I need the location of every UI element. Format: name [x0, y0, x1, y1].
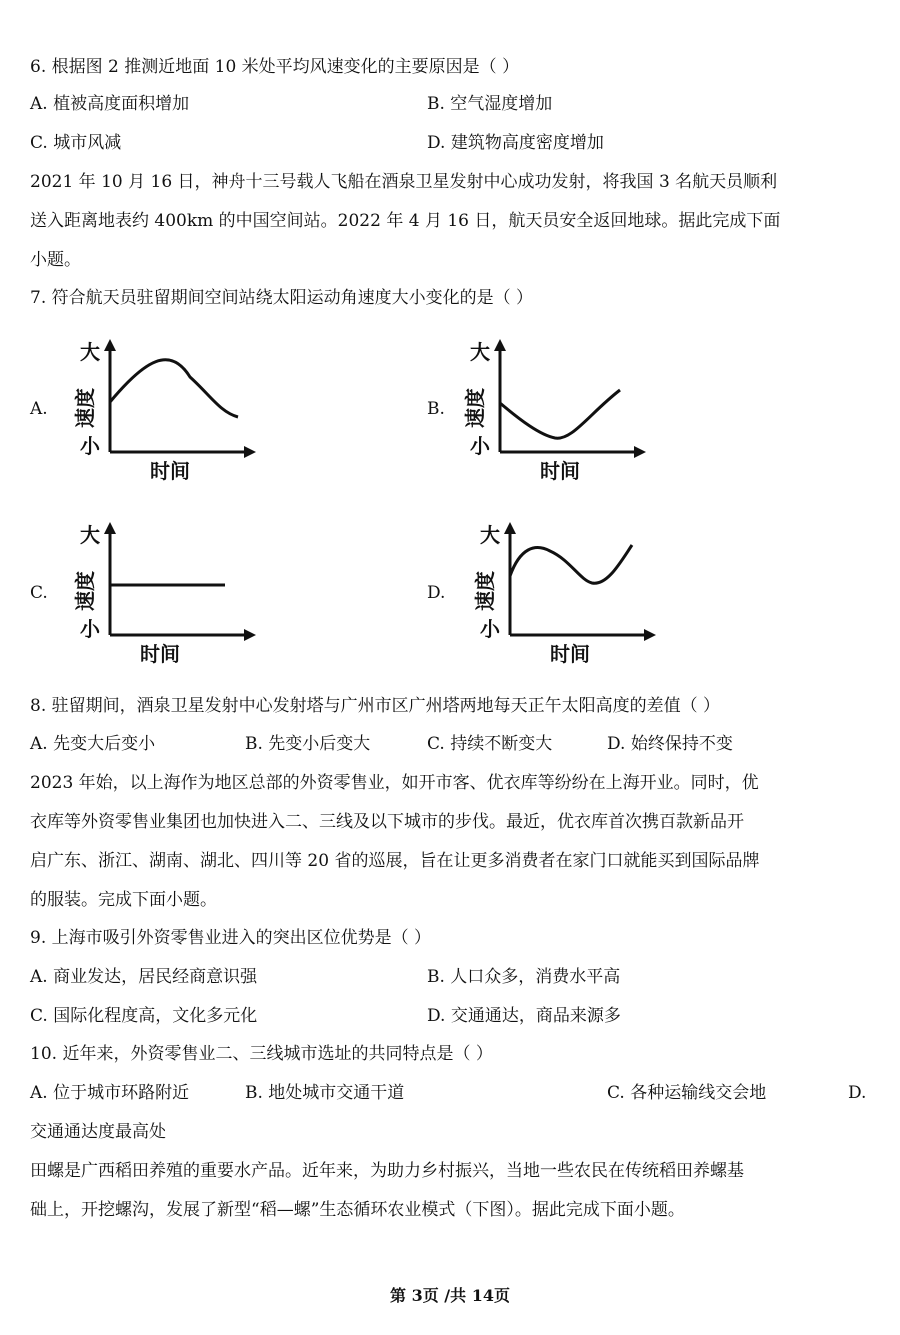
q7-option-a-label: A. — [30, 399, 48, 419]
graph-b-small-label: 小 — [470, 434, 490, 458]
passage3-line-1: 田螺是广西稻田养殖的重要水产品。近年来，为助力乡村振兴，当地一些农民在传统稻田养螺基 — [30, 1161, 744, 1181]
graph-a-small-label: 小 — [80, 434, 100, 458]
q7-option-c-label: C. — [30, 583, 48, 603]
passage1-line-1: 2021 年 10 月 16 日，神舟十三号载人飞船在酒泉卫星发射中心成功发射，将我国 3 名航天员顺利 — [30, 172, 778, 192]
passage3-line-2: 础上，开挖螺沟，发展了新型“稻—螺”生态循环农业模式（下图）。据此完成下面小题。 — [30, 1200, 685, 1220]
q8-option-a: A. 先变大后变小 — [30, 734, 156, 754]
q8-option-d: D. 始终保持不变 — [607, 734, 733, 754]
graph-a-x-axis-label: 时间 — [150, 459, 190, 483]
graph-a-big-label: 大 — [80, 340, 100, 364]
graph-b-y-axis-label: 速度 — [463, 388, 487, 428]
q6-option-b: B. 空气湿度增加 — [427, 94, 553, 114]
q10-option-d-letter: D. — [848, 1083, 867, 1103]
q9-option-d: D. 交通通达，商品来源多 — [427, 1006, 621, 1026]
graph-c-small-label: 小 — [80, 617, 100, 641]
graph-c-x-axis-label: 时间 — [140, 642, 180, 666]
graph-b-x-axis-label: 时间 — [540, 459, 580, 483]
passage2-line-3: 启广东、浙江、湖南、湖北、四川等 20 省的巡展，旨在让更多消费者在家门口就能买到国际品牌 — [30, 851, 760, 871]
q8-option-b: B. 先变小后变大 — [245, 734, 371, 754]
page-footer: 第 3页 /共 14页 — [390, 1286, 510, 1305]
q8-option-c: C. 持续不断变大 — [427, 734, 553, 754]
q10-stem: 10. 近年来，外资零售业二、三线城市选址的共同特点是（ ） — [30, 1044, 493, 1064]
q10-option-b: B. 地处城市交通干道 — [245, 1083, 405, 1103]
q6-option-a: A. 植被高度面积增加 — [30, 94, 190, 114]
q10-option-d-text: 交通通达度最高处 — [30, 1122, 166, 1142]
q9-option-c: C. 国际化程度高，文化多元化 — [30, 1006, 258, 1026]
q7-option-b-label: B. — [427, 399, 445, 419]
graph-a-y-axis-label: 速度 — [73, 388, 97, 428]
q7-graph-c — [70, 518, 260, 668]
passage2-line-2: 衣库等外资零售业集团也加快进入二、三线及以下城市的步伐。最近，优衣库首次携百款新品开 — [30, 812, 744, 832]
passage2-line-4: 的服装。完成下面小题。 — [30, 890, 217, 910]
graph-b-big-label: 大 — [470, 340, 490, 364]
q7-option-d-label: D. — [427, 583, 446, 603]
passage2-line-1: 2023 年始，以上海作为地区总部的外资零售业，如开市客、优衣库等纷纷在上海开业。同时，优 — [30, 773, 759, 793]
q9-option-a: A. 商业发达，居民经商意识强 — [30, 967, 258, 987]
graph-d-small-label: 小 — [480, 617, 500, 641]
graph-d-y-axis-label: 速度 — [473, 571, 497, 611]
graph-d-big-label: 大 — [480, 523, 500, 547]
q9-stem: 9. 上海市吸引外资零售业进入的突出区位优势是（ ） — [30, 928, 432, 948]
graph-d-x-axis-label: 时间 — [550, 642, 590, 666]
q9-option-b: B. 人口众多，消费水平高 — [427, 967, 621, 987]
q6-option-d: D. 建筑物高度密度增加 — [427, 133, 604, 153]
q7-graph-b — [460, 335, 650, 485]
q10-option-c: C. 各种运输线交会地 — [607, 1083, 767, 1103]
q7-stem: 7. 符合航天员驻留期间空间站绕太阳运动角速度大小变化的是（ ） — [30, 288, 534, 308]
q6-stem: 6. 根据图 2 推测近地面 10 米处平均风速变化的主要原因是（ ） — [30, 57, 520, 77]
q8-stem: 8. 驻留期间，酒泉卫星发射中心发射塔与广州市区广州塔两地每天正午太阳高度的差值（ ） — [30, 696, 721, 716]
q6-option-c: C. 城市风减 — [30, 133, 122, 153]
graph-c-big-label: 大 — [80, 523, 100, 547]
passage1-line-3: 小题。 — [30, 250, 81, 270]
graph-c-y-axis-label: 速度 — [73, 571, 97, 611]
q7-graph-a — [70, 335, 260, 485]
passage1-line-2: 送入距离地表约 400km 的中国空间站。2022 年 4 月 16 日，航天员安全返回地球。据此完成下面 — [30, 211, 781, 231]
q10-option-a: A. 位于城市环路附近 — [30, 1083, 190, 1103]
q7-graph-d — [470, 518, 660, 668]
